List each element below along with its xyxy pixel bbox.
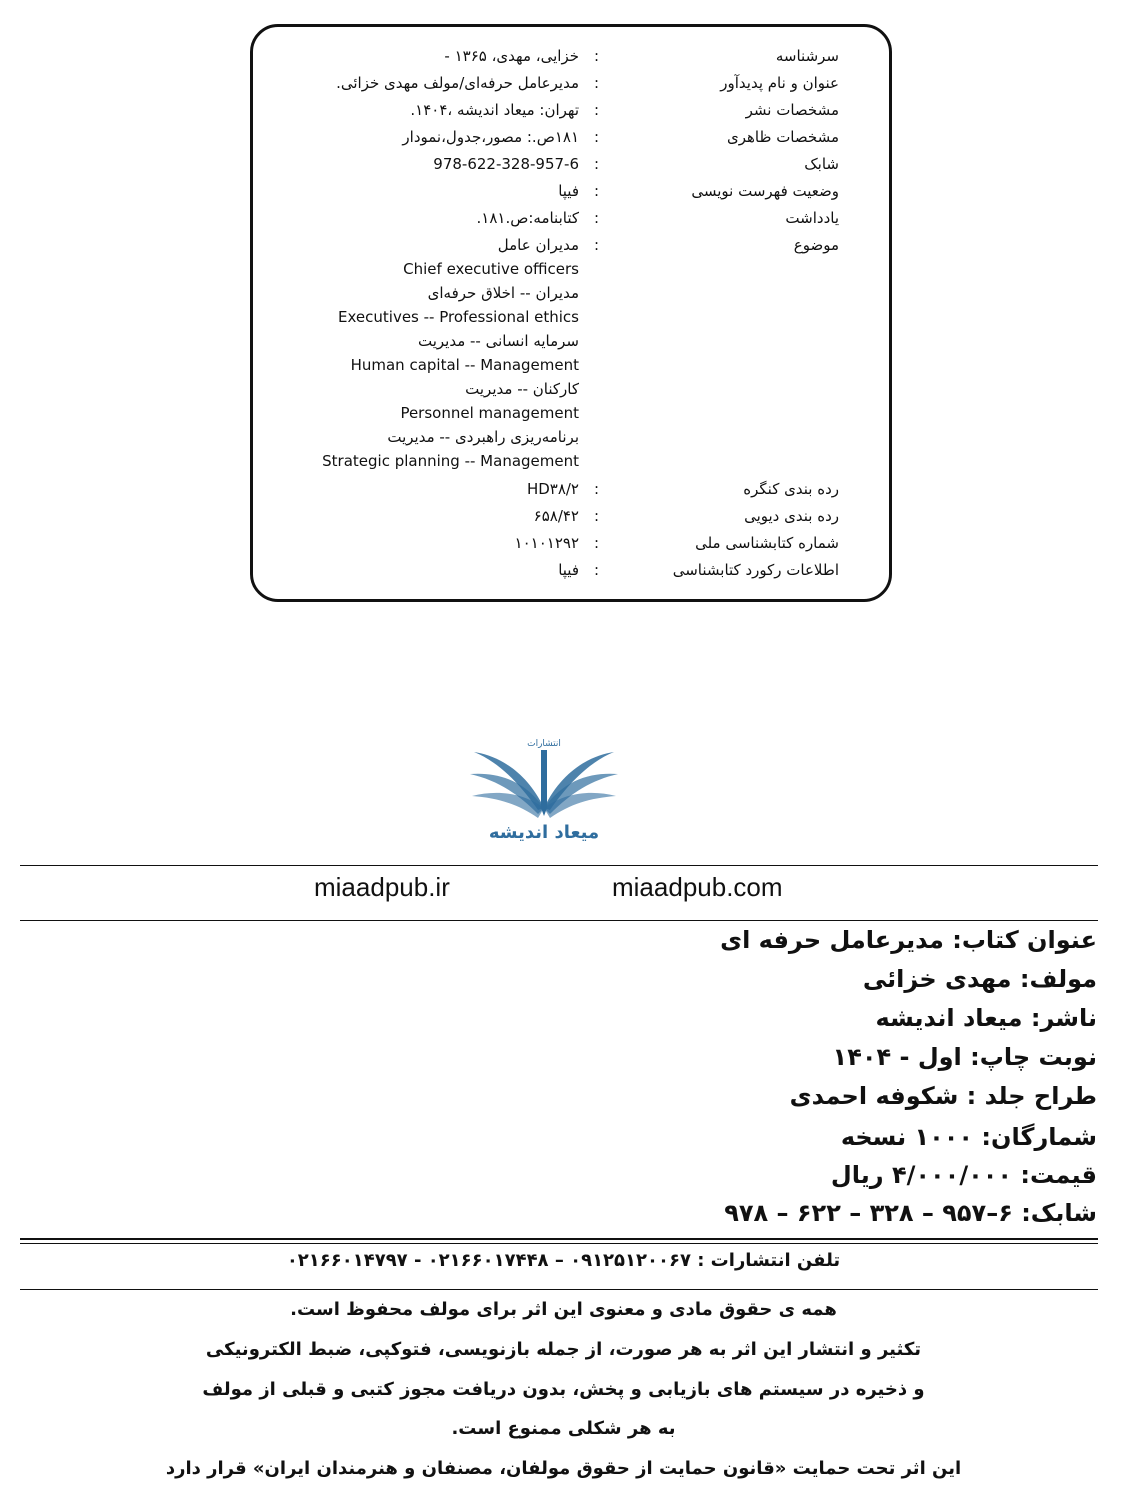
copyright-line: به هر شکلی ممنوع است. (451, 1418, 676, 1439)
cip-value: ۱۰۱۰۱۲۹۲ (514, 534, 579, 552)
url-com[interactable]: miaadpub.com (612, 872, 783, 902)
cip-colon: : (593, 236, 599, 254)
cip-subject: کارکنان -- مدیریت (465, 380, 579, 398)
cip-colon: : (593, 101, 599, 119)
cip-label: موضوع (793, 236, 839, 254)
divider-double-1 (20, 1238, 1098, 1240)
copyright-line: تکثیر و انتشار این اثر به هر صورت، از جمله بازنویسی، فتوکپی، ضبط الکترونیکی (205, 1339, 922, 1360)
cip-subject: سرمایه انسانی -- مدیریت (417, 332, 579, 350)
cip-colon: : (593, 155, 599, 173)
cip-value: 978-622-328-957-6 (433, 155, 579, 173)
cip-value: مدیرعامل حرفه‌ای/مولف مهدی خزائی. (336, 74, 579, 92)
url-ir[interactable]: miaadpub.ir (314, 872, 450, 902)
open-book-icon (470, 750, 618, 818)
cip-label: اطلاعات رکورد کتابشناسی (672, 561, 839, 579)
cip-colon: : (593, 47, 599, 65)
cip-colon: : (593, 74, 599, 92)
cip-colon: : (593, 128, 599, 146)
logo-bottom-text: میعاد اندیشه (488, 822, 600, 843)
cip-label: مشخصات ظاهری (726, 128, 839, 146)
cip-label: شماره کتابشناسی ملی (695, 534, 839, 552)
cip-colon: : (593, 209, 599, 227)
cip-label: عنوان و نام پدیدآور (720, 74, 839, 92)
cip-row (253, 155, 889, 179)
cip-value: فیپا (558, 561, 579, 579)
cip-row (253, 101, 889, 125)
cip-row (253, 561, 889, 585)
divider-urls (20, 920, 1098, 921)
cip-subject: Strategic planning -- Management (322, 452, 579, 470)
cip-row (253, 209, 889, 233)
cip-row (253, 507, 889, 531)
copyright-line: همه ی حقوق مادی و معنوی این اثر برای مولف محفوظ است. (290, 1299, 837, 1320)
cip-subject: Human capital -- Management (350, 356, 579, 374)
cip-row (253, 128, 889, 152)
cip-row (253, 47, 889, 71)
book-isbn: شابک: ۶–۹۵۷ – ۳۲۸ – ۶۲۲ – ۹۷۸ (724, 1199, 1097, 1227)
cip-subject: Chief executive officers (403, 260, 579, 278)
logo-top-text: انتشارات (527, 739, 561, 749)
book-title: عنوان کتاب: مدیرعامل حرفه ای (720, 926, 1097, 954)
cip-label: سرشناسه (775, 47, 839, 65)
cip-label: رده بندی دیویی (744, 507, 839, 525)
book-author: مولف: مهدی خزائی (862, 965, 1097, 993)
book-edition: نوبت چاپ: اول - ۱۴۰۴ (832, 1043, 1097, 1071)
divider-double-2 (20, 1243, 1098, 1244)
cip-colon: : (593, 507, 599, 525)
cip-colon: : (593, 561, 599, 579)
cip-colon: : (593, 182, 599, 200)
divider-copyright (20, 1289, 1098, 1290)
cip-value: ۱۸۱ص.: مصور،جدول،نمودار (402, 128, 579, 146)
cip-label: رده بندی کنگره (743, 480, 839, 498)
cip-value: تهران: میعاد اندیشه ،۱۴۰۴. (410, 101, 579, 119)
cip-value: مدیران عامل (497, 236, 579, 254)
cip-subject: برنامه‌ریزی راهبردی -- مدیریت (387, 428, 579, 446)
cip-row (253, 236, 889, 260)
cip-colon: : (593, 534, 599, 552)
cip-value: خزایی، مهدی، ۱۳۶۵ - (444, 47, 579, 65)
cip-row (253, 480, 889, 504)
cip-row (253, 534, 889, 558)
cip-label: شابک (804, 155, 839, 173)
publisher-logo (466, 730, 622, 848)
cip-label: مشخصات نشر (745, 101, 839, 119)
copyright-line: و ذخیره در سیستم های بازیابی و پخش، بدون دریافت مجوز کتبی و قبلی از مولف (202, 1379, 925, 1400)
cip-value: ۶۵۸/۴۲ (533, 507, 579, 525)
book-cover-designer: طراح جلد : شکوفه احمدی (789, 1082, 1097, 1110)
cip-subject: Personnel management (400, 404, 579, 422)
book-publisher: ناشر: میعاد اندیشه (875, 1004, 1097, 1032)
cip-value: کتابنامه:ص.۱۸۱. (476, 209, 579, 227)
book-print-run: شمارگان: ۱۰۰۰ نسخه (840, 1123, 1097, 1151)
book-price: قیمت: ۴/۰۰۰/۰۰۰ ریال (830, 1161, 1097, 1189)
cip-label: وضعیت فهرست نویسی (691, 182, 839, 200)
cip-row (253, 182, 889, 206)
copyright-line: این اثر تحت حمایت «قانون حمایت از حقوق مولفان، مصنفان و هنرمندان ایران» قرار دارد (165, 1458, 962, 1479)
cip-label: یادداشت (785, 209, 839, 227)
cip-colon: : (593, 480, 599, 498)
cip-value: فیپا (558, 182, 579, 200)
publisher-phone: تلفن انتشارات : ۰۹۱۲۵۱۲۰۰۶۷ – ۰۲۱۶۶۰۱۷۴۴۸ - ۰۲۱۶۶۰۱۴۷۹۷ (286, 1250, 841, 1271)
cip-subject: مدیران -- اخلاق حرفه‌ای (427, 284, 579, 302)
cip-box (250, 24, 892, 602)
cip-value: HD۳۸/۲ (526, 480, 579, 498)
cip-subject: Executives -- Professional ethics (338, 308, 579, 326)
cip-row (253, 74, 889, 98)
divider-top (20, 865, 1098, 866)
